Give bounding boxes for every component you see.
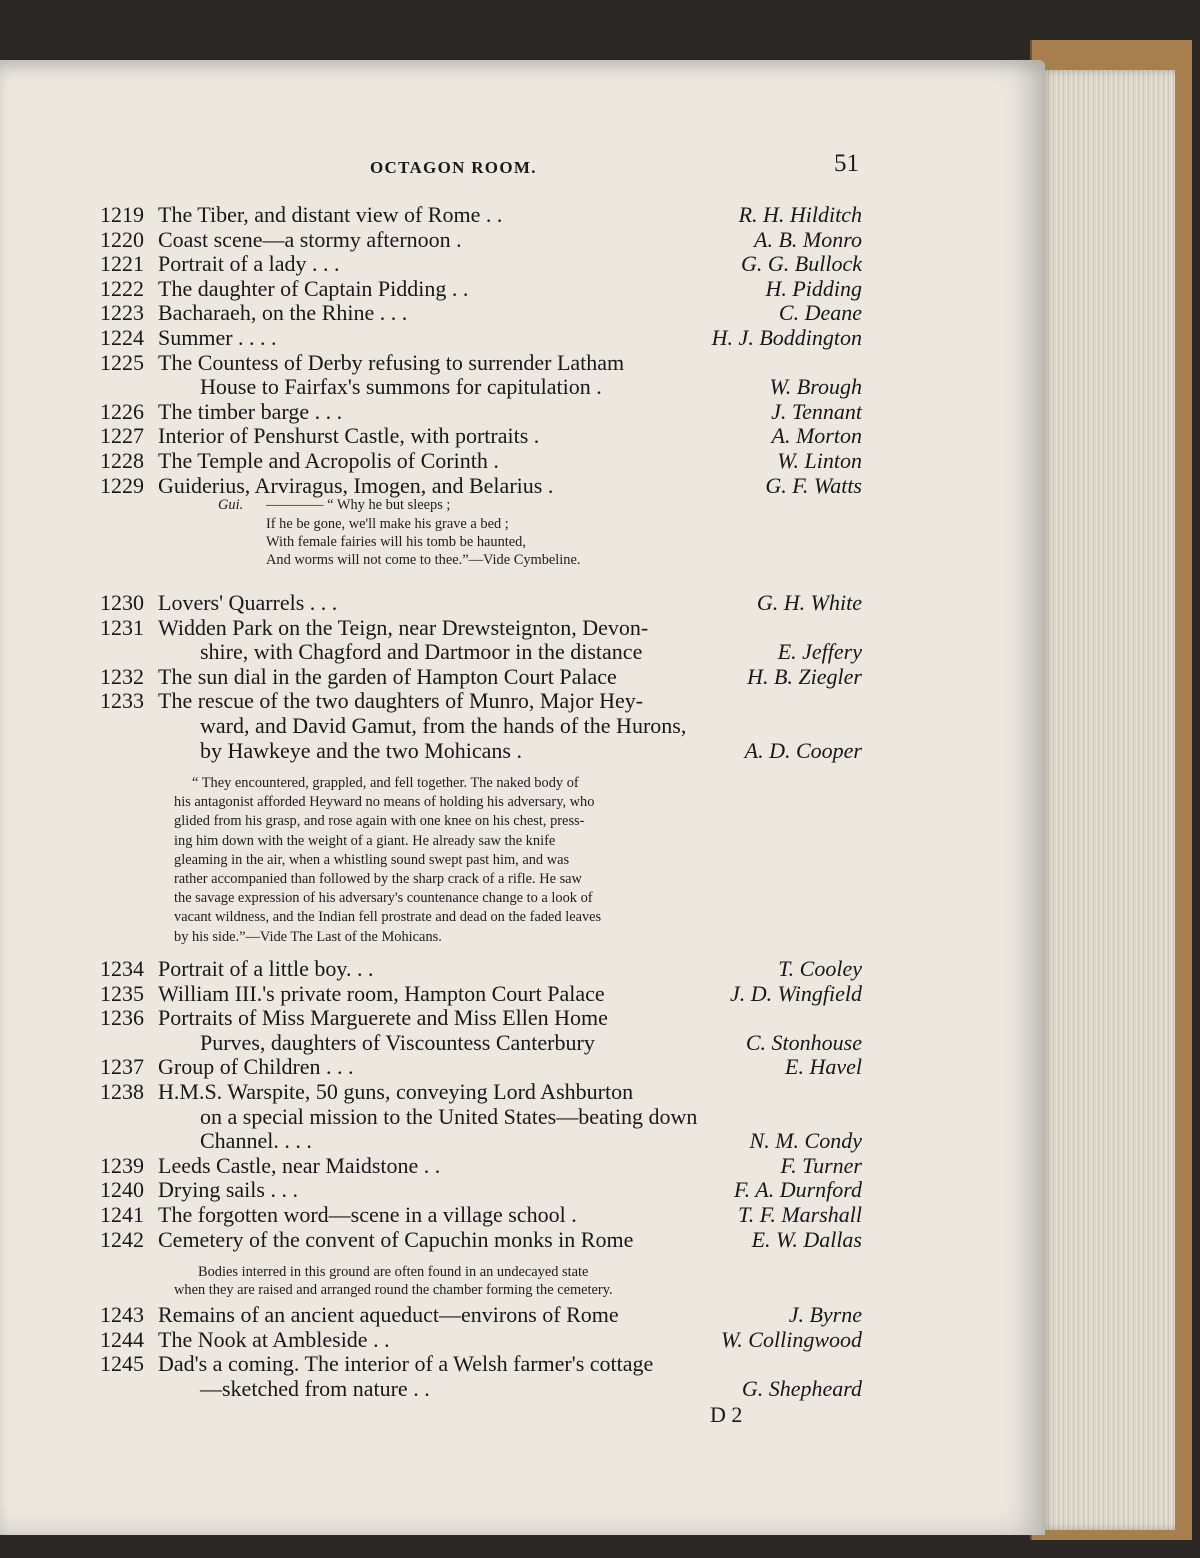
catalogue-entry [100, 590, 870, 616]
entry-number: 1239 [100, 1152, 144, 1178]
entry-title: on a special mission to the United States—beating down [200, 1103, 698, 1129]
catalogue-entry [100, 1202, 870, 1228]
signature-mark: D 2 [710, 1402, 743, 1427]
entry-number: 1228 [100, 448, 144, 473]
quotation-line: Bodies interred in this ground are often found in an undecayed state [198, 1264, 589, 1280]
catalogue-entry [100, 399, 870, 425]
entry-artist: A. B. Monro [754, 226, 862, 252]
entry-number: 1224 [100, 325, 144, 350]
entry-title: Interior of Penshurst Castle, with portraits . [158, 423, 540, 449]
entry-artist: T. Cooley [778, 956, 862, 981]
running-head: OCTAGON ROOM. [370, 158, 537, 177]
entry-title: Purves, daughters of Viscountess Canterbury [200, 1029, 595, 1055]
entry-artist: W. Brough [769, 374, 862, 400]
catalogue-entry [100, 639, 870, 665]
entry-artist: F. Turner [780, 1152, 862, 1178]
entry-title: The forgotten word—scene in a village school . [158, 1202, 577, 1227]
entry-title: Dad's a coming. The interior of a Welsh farmer's cottage [158, 1351, 654, 1377]
entry-title: Group of Children . . . [158, 1054, 354, 1080]
entry-title: Cemetery of the convent of Capuchin monks in Rome [158, 1226, 634, 1252]
catalogue-entry [100, 1227, 870, 1253]
catalogue-entry [100, 325, 870, 351]
entry-title: The rescue of the two daughters of Munro, Major Hey- [158, 688, 644, 714]
entry-artist: G. H. White [756, 590, 862, 615]
catalogue-entry [100, 1030, 870, 1056]
entry-number: 1227 [100, 423, 144, 449]
catalogue-entry [100, 350, 870, 376]
entry-number: 1232 [100, 663, 144, 689]
entry-artist: E. Havel [785, 1054, 862, 1080]
page-fore-edge [1040, 70, 1175, 1530]
entry-number: 1236 [100, 1005, 144, 1031]
catalogue-entry [100, 1104, 870, 1130]
quotation-line: glided from his grasp, and rose again with one knee on his chest, press- [174, 813, 585, 830]
quotation-line: “ They encountered, grappled, and fell together. The naked body of [192, 775, 579, 791]
entry-number: 1242 [100, 1226, 144, 1252]
catalogue-entry [100, 1351, 870, 1377]
entry-artist: N. M. Condy [749, 1128, 862, 1154]
quotation-line: Gui. [218, 497, 244, 514]
catalogue-entry [100, 374, 870, 400]
entry-title: Widden Park on the Teign, near Drewsteignton, Devon- [158, 614, 649, 640]
entry-number: 1244 [100, 1326, 144, 1352]
catalogue-entry [100, 664, 870, 690]
entry-artist: C. Stonhouse [745, 1029, 862, 1055]
catalogue-entry [100, 1128, 870, 1154]
entry-artist: R. H. Hilditch [738, 202, 862, 227]
catalogue-entry [100, 956, 870, 982]
catalogue-entry [100, 251, 870, 277]
entry-title: Guiderius, Arviragus, Imogen, and Belarius . [158, 472, 554, 498]
quotation-line: If he be gone, we'll make his grave a bed ; [266, 516, 509, 533]
entry-title: William III.'s private room, Hampton Court Palace [158, 980, 605, 1006]
quotation-line: And worms will not come to thee.”—Vide Cymbeline. [266, 552, 581, 569]
entry-number: 1223 [100, 300, 144, 326]
entry-title: by Hawkeye and the two Mohicans . [200, 737, 522, 763]
entry-title: The Countess of Derby refusing to surrender Latham [158, 349, 625, 375]
entry-artist: H. B. Ziegler [747, 663, 862, 689]
entry-artist: G. Shepheard [741, 1375, 862, 1401]
entry-artist: A. Morton [771, 423, 862, 449]
entry-title: The timber barge . . . [158, 398, 343, 424]
entry-title: —sketched from nature . . [200, 1375, 430, 1401]
entry-title: Channel. . . . [200, 1128, 312, 1154]
entry-number: 1229 [100, 472, 144, 498]
entry-title: Portrait of a little boy. . . [158, 956, 374, 981]
catalogue-entry [100, 738, 870, 764]
entry-title: House to Fairfax's summons for capitulation . [200, 374, 602, 400]
catalogue-entry [100, 1376, 870, 1402]
quotation-line: the savage expression of his adversary's countenance change to a look of [174, 890, 593, 907]
entry-number: 1234 [100, 956, 144, 981]
catalogue-entry [100, 1327, 870, 1353]
entry-artist: J. D. Wingfield [730, 980, 862, 1006]
entry-title: The daughter of Captain Pidding . . [158, 275, 469, 301]
entry-number: 1240 [100, 1177, 144, 1203]
entry-title: The Nook at Ambleside . . [158, 1326, 390, 1352]
entry-title: The Temple and Acropolis of Corinth . [158, 448, 499, 473]
catalogue-entry [100, 1177, 870, 1203]
entry-title: Drying sails . . . [158, 1177, 298, 1203]
entry-number: 1219 [100, 202, 144, 227]
catalogue-entry [100, 1054, 870, 1080]
quotation-line: when they are raised and arranged round the chamber forming the cemetery. [174, 1282, 613, 1298]
catalogue-entry [100, 1302, 870, 1328]
entry-artist: A. D. Cooper [744, 737, 862, 763]
quotation-line: ———— “ Why he but sleeps ; [266, 497, 451, 514]
entry-number: 1222 [100, 275, 144, 301]
entry-number: 1235 [100, 980, 144, 1006]
entry-title: Leeds Castle, near Maidstone . . [158, 1152, 441, 1178]
catalogue-entry [100, 227, 870, 253]
quotation-line: by his side.”—Vide The Last of the Mohicans. [174, 928, 442, 945]
catalogue-entry [100, 1079, 870, 1105]
entry-title: The sun dial in the garden of Hampton Court Palace [158, 663, 617, 689]
entry-artist: H. Pidding [765, 275, 862, 301]
entry-number: 1231 [100, 614, 144, 640]
quotation-line: ing him down with the weight of a giant. He already saw the knife [174, 832, 556, 849]
entry-number: 1243 [100, 1302, 144, 1327]
entry-title: shire, with Chagford and Dartmoor in the distance [200, 639, 643, 665]
catalogue-entry [100, 615, 870, 641]
entry-number: 1220 [100, 226, 144, 252]
quotation-line: gleaming in the air, when a whistling sound swept past him, and was [174, 851, 570, 868]
entry-number: 1237 [100, 1054, 144, 1080]
entry-artist: F. A. Durnford [734, 1177, 862, 1203]
catalogue-entry [100, 473, 870, 499]
entry-number: 1226 [100, 398, 144, 424]
catalogue-entry [100, 1153, 870, 1179]
entry-number: 1238 [100, 1079, 144, 1104]
entry-number: 1225 [100, 349, 144, 375]
entry-title: Portrait of a lady . . . [158, 251, 340, 277]
quotation-line: With female fairies will his tomb be haunted, [266, 534, 526, 551]
entry-artist: G. G. Bullock [741, 251, 862, 277]
quotation-line: rather accompanied than followed by the sharp crack of a rifle. He saw [174, 871, 582, 887]
catalogue-entry [100, 202, 870, 228]
catalogue-entry [100, 688, 870, 714]
entry-title: Remains of an ancient aqueduct—environs of Rome [158, 1302, 619, 1327]
entry-title: Lovers' Quarrels . . . [158, 590, 338, 615]
entry-title: Bacharaeh, on the Rhine . . . [158, 300, 408, 326]
entry-number: 1245 [100, 1351, 144, 1377]
entry-artist: E. W. Dallas [751, 1226, 862, 1252]
quotation-line: his antagonist afforded Heyward no means of holding his adversary, who [174, 794, 595, 811]
entry-artist: W. Linton [777, 448, 862, 473]
catalogue-entry [100, 448, 870, 474]
entry-artist: W. Collingwood [721, 1326, 862, 1352]
entry-title: Summer . . . . [158, 325, 277, 350]
entry-artist: J. Tennant [771, 398, 862, 424]
entry-number: 1241 [100, 1202, 144, 1227]
entry-number: 1221 [100, 251, 144, 277]
catalogue-entry [100, 1005, 870, 1031]
catalogue-entry [100, 300, 870, 326]
quotation-line: vacant wildness, and the Indian fell prostrate and dead on the faded leaves [174, 909, 602, 926]
catalogue-entry [100, 276, 870, 302]
entry-artist: J. Byrne [788, 1302, 862, 1327]
entry-number: 1233 [100, 688, 144, 714]
entry-title: H.M.S. Warspite, 50 guns, conveying Lord Ashburton [158, 1079, 634, 1104]
page-number: 51 [834, 150, 859, 177]
entry-artist: E. Jeffery [777, 639, 862, 665]
entry-title: Portraits of Miss Marguerete and Miss Ellen Home [158, 1005, 608, 1031]
entry-artist: T. F. Marshall [738, 1202, 862, 1227]
entry-artist: C. Deane [778, 300, 862, 326]
catalogue-entry [100, 423, 870, 449]
catalogue-entry [100, 713, 870, 739]
entry-title: Coast scene—a stormy afternoon . [158, 226, 462, 252]
entry-artist: H. J. Boddington [711, 325, 862, 350]
entry-number: 1230 [100, 590, 144, 615]
entry-title: The Tiber, and distant view of Rome . . [158, 202, 503, 227]
entry-title: ward, and David Gamut, from the hands of the Hurons, [200, 713, 687, 738]
entry-artist: G. F. Watts [765, 472, 862, 498]
page-header [0, 150, 1045, 190]
catalogue-entry [100, 981, 870, 1007]
